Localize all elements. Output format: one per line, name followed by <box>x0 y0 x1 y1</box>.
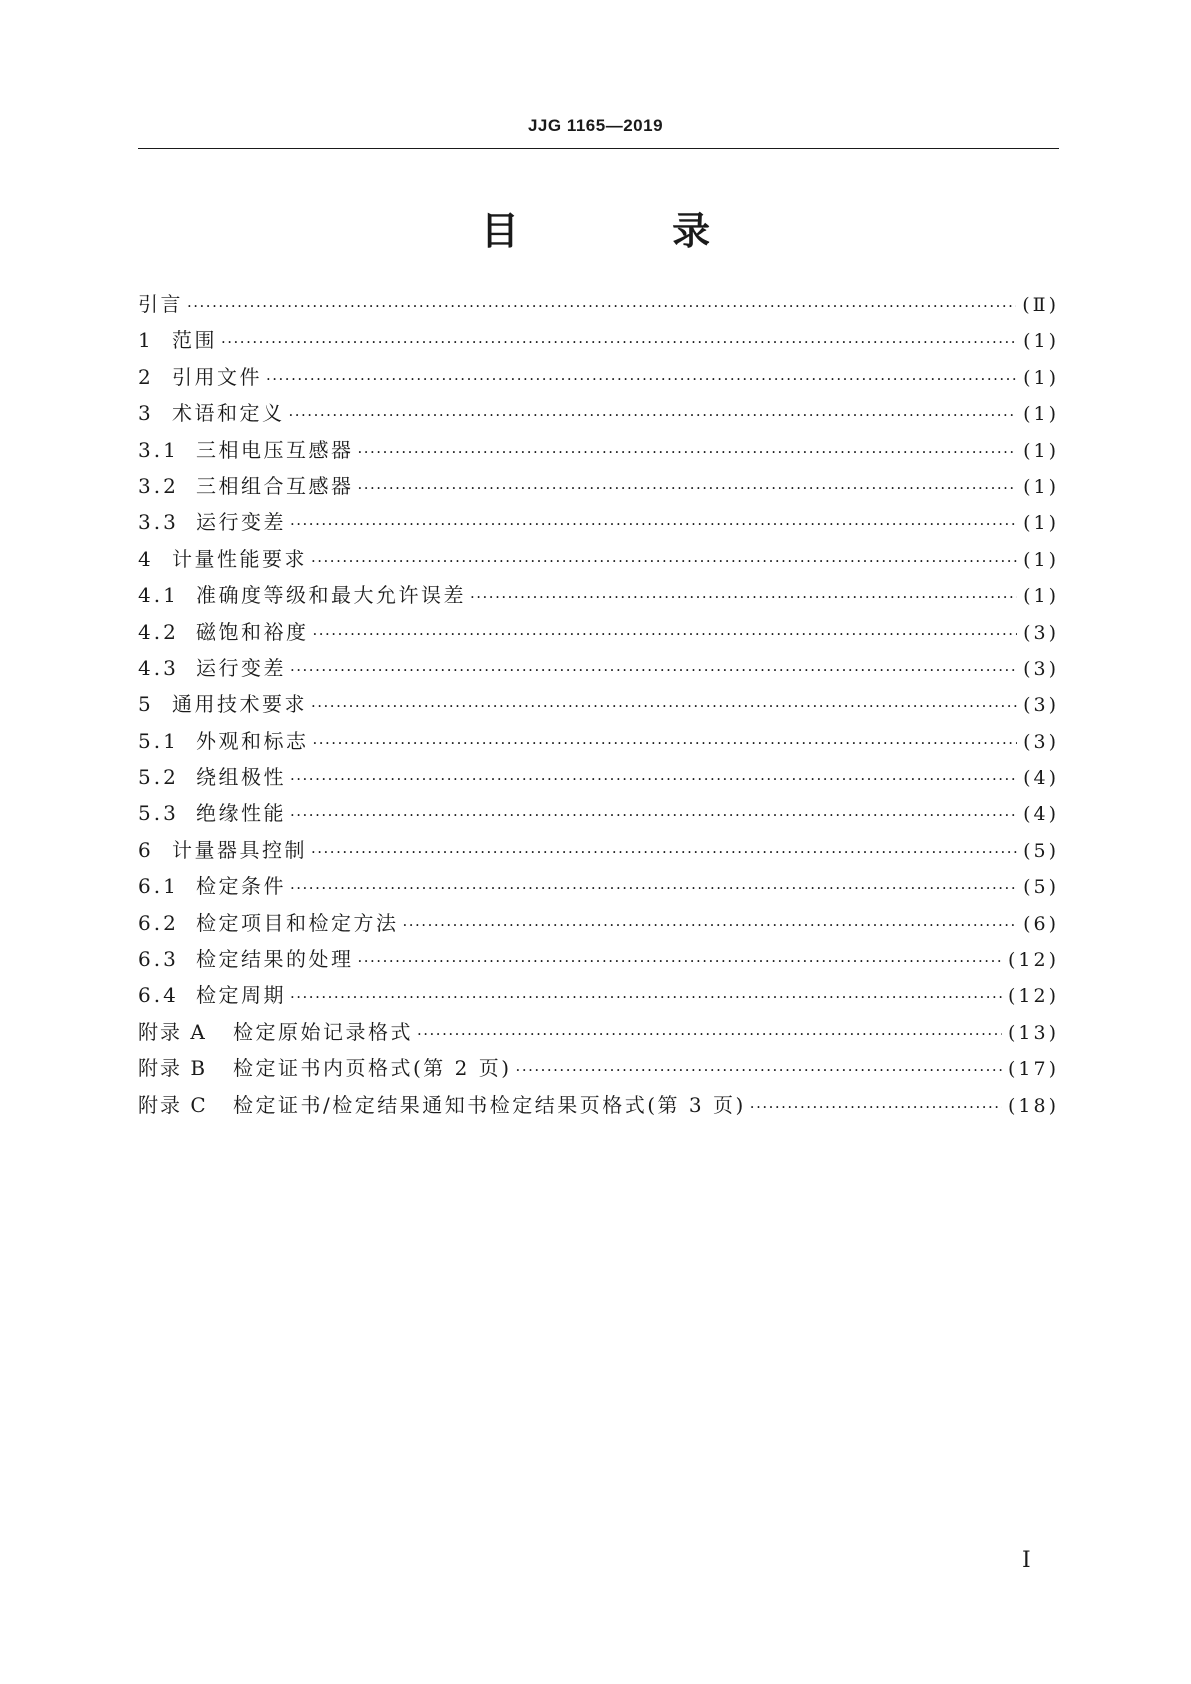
toc-entry-number: 附录 A <box>138 1019 207 1044</box>
toc-entry-title: 检定结果的处理 <box>196 947 354 972</box>
toc-entry-number: 4 <box>138 546 154 571</box>
toc-entry-number: 6 <box>138 837 154 862</box>
toc-entry-page: (1) <box>1023 403 1059 426</box>
toc-leader-dots <box>289 397 1018 433</box>
toc-entry-number: 附录 B <box>138 1056 208 1081</box>
toc-leader-dots <box>311 688 1017 724</box>
toc-entry-number: 5.3 <box>138 801 179 826</box>
toc-leader-dots <box>221 324 1017 360</box>
toc-leader-dots <box>187 288 1016 324</box>
toc-entry[interactable] <box>138 504 1059 540</box>
toc-entry-number: 4.3 <box>138 655 179 680</box>
toc-entry-number: 4.1 <box>138 583 179 608</box>
toc-entry-page: (18) <box>1007 1094 1059 1117</box>
toc-leader-dots <box>290 979 1002 1015</box>
toc-leader-dots <box>266 361 1017 397</box>
toc-entry-page: (1) <box>1023 475 1059 498</box>
toc-entry[interactable] <box>138 759 1059 795</box>
toc-entry[interactable] <box>138 686 1059 722</box>
toc-entry[interactable] <box>138 795 1059 831</box>
header-rule <box>138 148 1059 149</box>
toc-entry-number: 5.2 <box>138 765 179 790</box>
toc-entry[interactable] <box>138 286 1059 322</box>
toc-entry-title: 计量性能要求 <box>172 546 307 571</box>
toc-entry-number: 5 <box>138 692 154 717</box>
toc-entry-number: 2 <box>138 364 154 389</box>
toc-entry-title: 三相电压互感器 <box>196 437 354 462</box>
toc-entry[interactable] <box>138 1014 1059 1050</box>
toc-entry-title: 外观和标志 <box>196 728 309 753</box>
toc-entry-page: (3) <box>1023 694 1059 717</box>
toc-entry-page: (6) <box>1023 912 1059 935</box>
toc-entry-page: (5) <box>1023 839 1059 862</box>
toc-entry-title: 引用文件 <box>172 364 262 389</box>
toc-entry-number: 4.2 <box>138 619 179 644</box>
toc-entry-number: 附录 C <box>138 1092 208 1117</box>
toc-entry-number: 3.1 <box>138 437 179 462</box>
toc-entry-number: 3 <box>138 401 154 426</box>
toc-entry-title: 检定原始记录格式 <box>233 1019 413 1044</box>
toc-entry-title: 检定周期 <box>196 983 286 1008</box>
toc-entry[interactable] <box>138 432 1059 468</box>
toc-entry-page: (Ⅱ) <box>1022 294 1059 316</box>
toc-entry-title: 准确度等级和最大允许误差 <box>196 583 466 608</box>
toc-entry-page: (3) <box>1023 730 1059 753</box>
toc-entry-page: (1) <box>1023 548 1059 571</box>
toc-leader-dots <box>750 1089 1002 1125</box>
toc-leader-dots <box>290 870 1017 906</box>
toc-entry[interactable] <box>138 977 1059 1013</box>
toc-entry-page: (4) <box>1023 803 1059 826</box>
toc-entry-page: (1) <box>1023 330 1059 353</box>
toc-entry[interactable] <box>138 541 1059 577</box>
toc-entry[interactable] <box>138 614 1059 650</box>
toc-entry-page: (1) <box>1023 585 1059 608</box>
toc-entry-title: 引言 <box>138 292 183 316</box>
toc-leader-dots <box>290 652 1017 688</box>
page-folio: I <box>1022 1548 1031 1573</box>
toc-entry-page: (17) <box>1007 1058 1059 1081</box>
toc-entry-title: 范围 <box>172 328 217 353</box>
toc-entry[interactable] <box>138 1087 1059 1123</box>
toc-entry[interactable] <box>138 832 1059 868</box>
document-code-header: JJG 1165—2019 <box>527 116 664 135</box>
toc-entry-number: 5.1 <box>138 728 179 753</box>
toc-entry-page: (5) <box>1023 876 1059 899</box>
toc-entry-number: 6.1 <box>138 874 179 899</box>
toc-entry[interactable] <box>138 359 1059 395</box>
toc-entry-page: (1) <box>1023 366 1059 389</box>
toc-entry-title: 磁饱和裕度 <box>196 619 309 644</box>
toc-entry-title: 绝缘性能 <box>196 801 286 826</box>
toc-entry-title: 运行变差 <box>196 510 286 535</box>
toc-entry-number: 6.2 <box>138 910 179 935</box>
toc-entry-number: 3.2 <box>138 473 179 498</box>
toc-entry-title: 检定证书内页格式(第 2 页) <box>233 1056 512 1081</box>
toc-entry-page: (4) <box>1023 767 1059 790</box>
toc-entry-title: 计量器具控制 <box>172 837 307 862</box>
toc-entry-page: (1) <box>1023 512 1059 535</box>
toc-entry-title: 三相组合互感器 <box>196 473 354 498</box>
toc-leader-dots <box>417 1016 1002 1052</box>
toc-leader-dots <box>313 725 1018 761</box>
toc-entry[interactable] <box>138 577 1059 613</box>
toc-entry-page: (13) <box>1007 1021 1059 1044</box>
toc-leader-dots <box>358 434 1018 470</box>
toc-entry[interactable] <box>138 941 1059 977</box>
toc-title: 目 录 <box>480 209 781 253</box>
toc-leader-dots <box>290 761 1017 797</box>
toc-entry[interactable] <box>138 468 1059 504</box>
toc-entry[interactable] <box>138 395 1059 431</box>
toc-entry-page: (12) <box>1007 985 1059 1008</box>
toc-leader-dots <box>311 834 1017 870</box>
toc-entry-title: 通用技术要求 <box>172 692 307 717</box>
toc-entry-number: 6.4 <box>138 983 179 1008</box>
toc-entry[interactable] <box>138 650 1059 686</box>
toc-leader-dots <box>313 616 1018 652</box>
toc-entry-title: 检定证书/检定结果通知书检定结果页格式(第 3 页) <box>233 1092 746 1117</box>
toc-entry-title: 检定项目和检定方法 <box>196 910 399 935</box>
toc-entry-title: 绕组极性 <box>196 765 286 790</box>
toc-leader-dots <box>470 579 1017 615</box>
toc-entry-number: 1 <box>138 328 154 353</box>
toc-entry-page: (1) <box>1023 439 1059 462</box>
toc-entry-number: 3.3 <box>138 510 179 535</box>
toc-entry-page: (3) <box>1023 657 1059 680</box>
toc-entry-page: (3) <box>1023 621 1059 644</box>
toc-entry-title: 运行变差 <box>196 655 286 680</box>
toc-leader-dots <box>311 543 1017 579</box>
toc-entry[interactable] <box>138 322 1059 358</box>
toc-leader-dots <box>358 470 1018 506</box>
toc-entry[interactable] <box>138 868 1059 904</box>
toc-entry-number: 6.3 <box>138 947 179 972</box>
toc-entry[interactable] <box>138 905 1059 941</box>
toc-entry-page: (12) <box>1007 949 1059 972</box>
toc-leader-dots <box>403 907 1018 943</box>
toc-leader-dots <box>516 1052 1002 1088</box>
toc-entry[interactable] <box>138 723 1059 759</box>
toc-leader-dots <box>290 506 1017 542</box>
toc-leader-dots <box>358 943 1002 979</box>
table-of-contents <box>138 286 1059 1123</box>
toc-leader-dots <box>290 797 1017 833</box>
toc-entry[interactable] <box>138 1050 1059 1086</box>
toc-entry-title: 术语和定义 <box>172 401 285 426</box>
toc-entry-title: 检定条件 <box>196 874 286 899</box>
